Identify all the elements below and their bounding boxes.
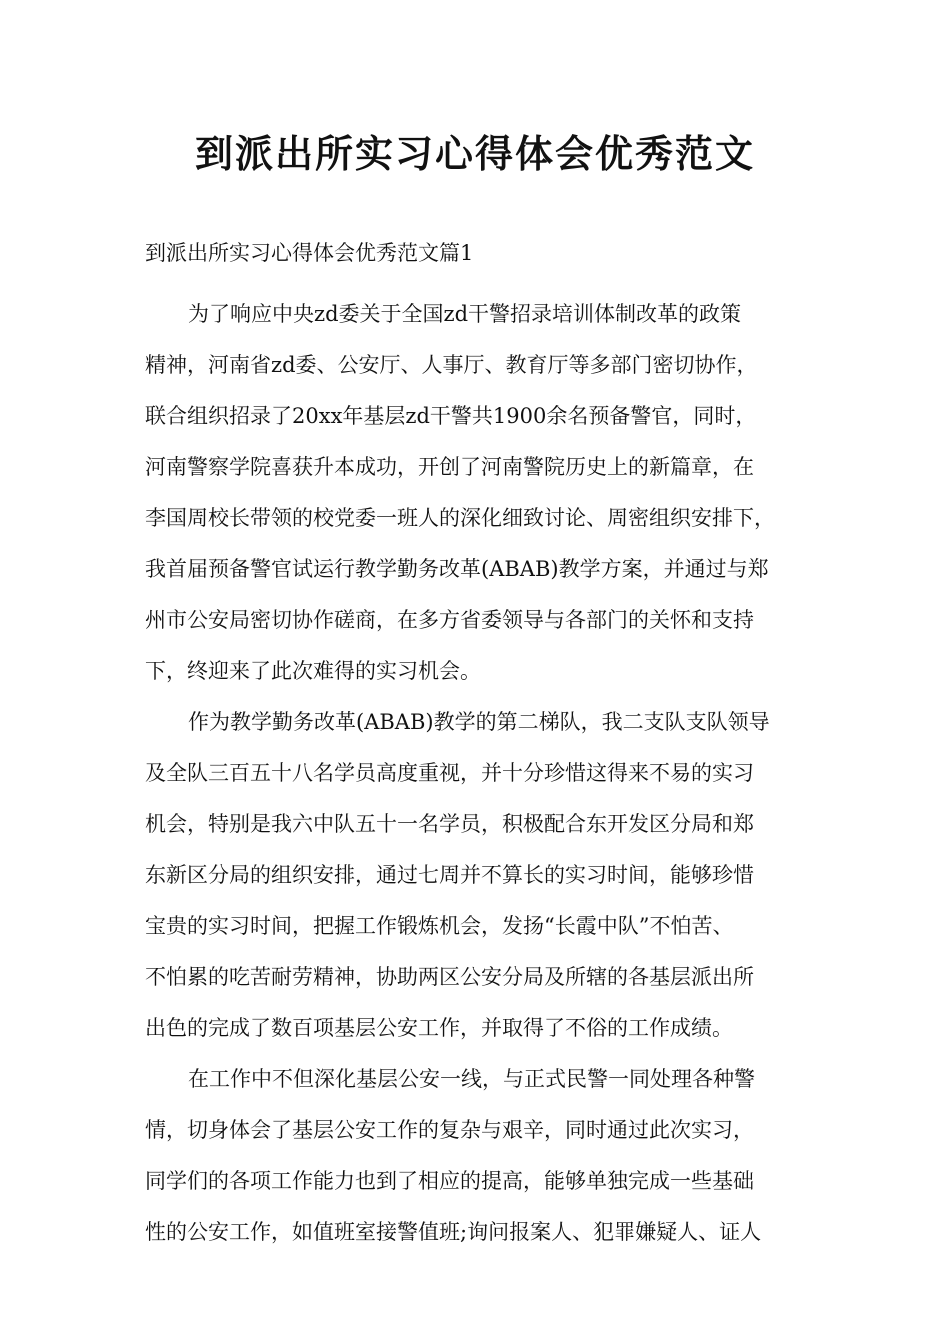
text-line: 性的公安工作，如值班室接警值班;询问报案人、犯罪嫌疑人、证人	[145, 1220, 762, 1244]
text-line: 我首届预备警官试运行教学勤务改革(ABAB)教学方案，并通过与郑	[145, 557, 769, 581]
text-line: 李国周校长带领的校党委一班人的深化细致讨论、周密组织安排下，	[145, 506, 775, 530]
text-line: 不怕累的吃苦耐劳精神，协助两区公安分局及所辖的各基层派出所	[145, 965, 754, 989]
text-line: 河南警察学院喜获升本成功，开创了河南警院历史上的新篇章，在	[145, 455, 754, 479]
text-line: 为了响应中央zd委关于全国zd干警招录培训体制改革的政策	[188, 302, 742, 326]
body-paragraph	[145, 1054, 805, 1258]
text-line: 精神，河南省zd委、公安厅、人事厅、教育厅等多部门密切协作，	[145, 353, 758, 377]
body-paragraph	[145, 289, 805, 697]
text-line: 机会，特别是我六中队五十一名学员，积极配合东开发区分局和郑	[145, 812, 754, 836]
text-line: 出色的完成了数百项基层公安工作，并取得了不俗的工作成绩。	[145, 1016, 733, 1040]
body-paragraph	[145, 697, 805, 1054]
text-line: 在工作中不但深化基层公安一线，与正式民警一同处理各种警	[188, 1067, 755, 1091]
text-line: 及全队三百五十八名学员高度重视，并十分珍惜这得来不易的实习	[145, 761, 754, 785]
text-line: 作为教学勤务改革(ABAB)教学的第二梯队，我二支队支队领导	[188, 710, 770, 734]
text-line: 联合组织招录了20xx年基层zd干警共1900余名预备警官，同时，	[145, 404, 757, 428]
text-line: 下，终迎来了此次难得的实习机会。	[145, 659, 481, 683]
section-heading: 到派出所实习心得体会优秀范文篇1	[145, 241, 474, 265]
document-title: 到派出所实习心得体会优秀范文	[194, 132, 755, 176]
text-line: 州市公安局密切协作磋商，在多方省委领导与各部门的关怀和支持	[145, 608, 754, 632]
text-line: 同学们的各项工作能力也到了相应的提高，能够单独完成一些基础	[145, 1169, 754, 1193]
text-line: 东新区分局的组织安排，通过七周并不算长的实习时间，能够珍惜	[145, 863, 754, 887]
text-line: 情，切身体会了基层公安工作的复杂与艰辛，同时通过此次实习，	[145, 1118, 754, 1142]
text-line: 宝贵的实习时间，把握工作锻炼机会，发扬“长霞中队”不怕苦、	[145, 914, 734, 938]
document-body	[145, 289, 805, 1258]
